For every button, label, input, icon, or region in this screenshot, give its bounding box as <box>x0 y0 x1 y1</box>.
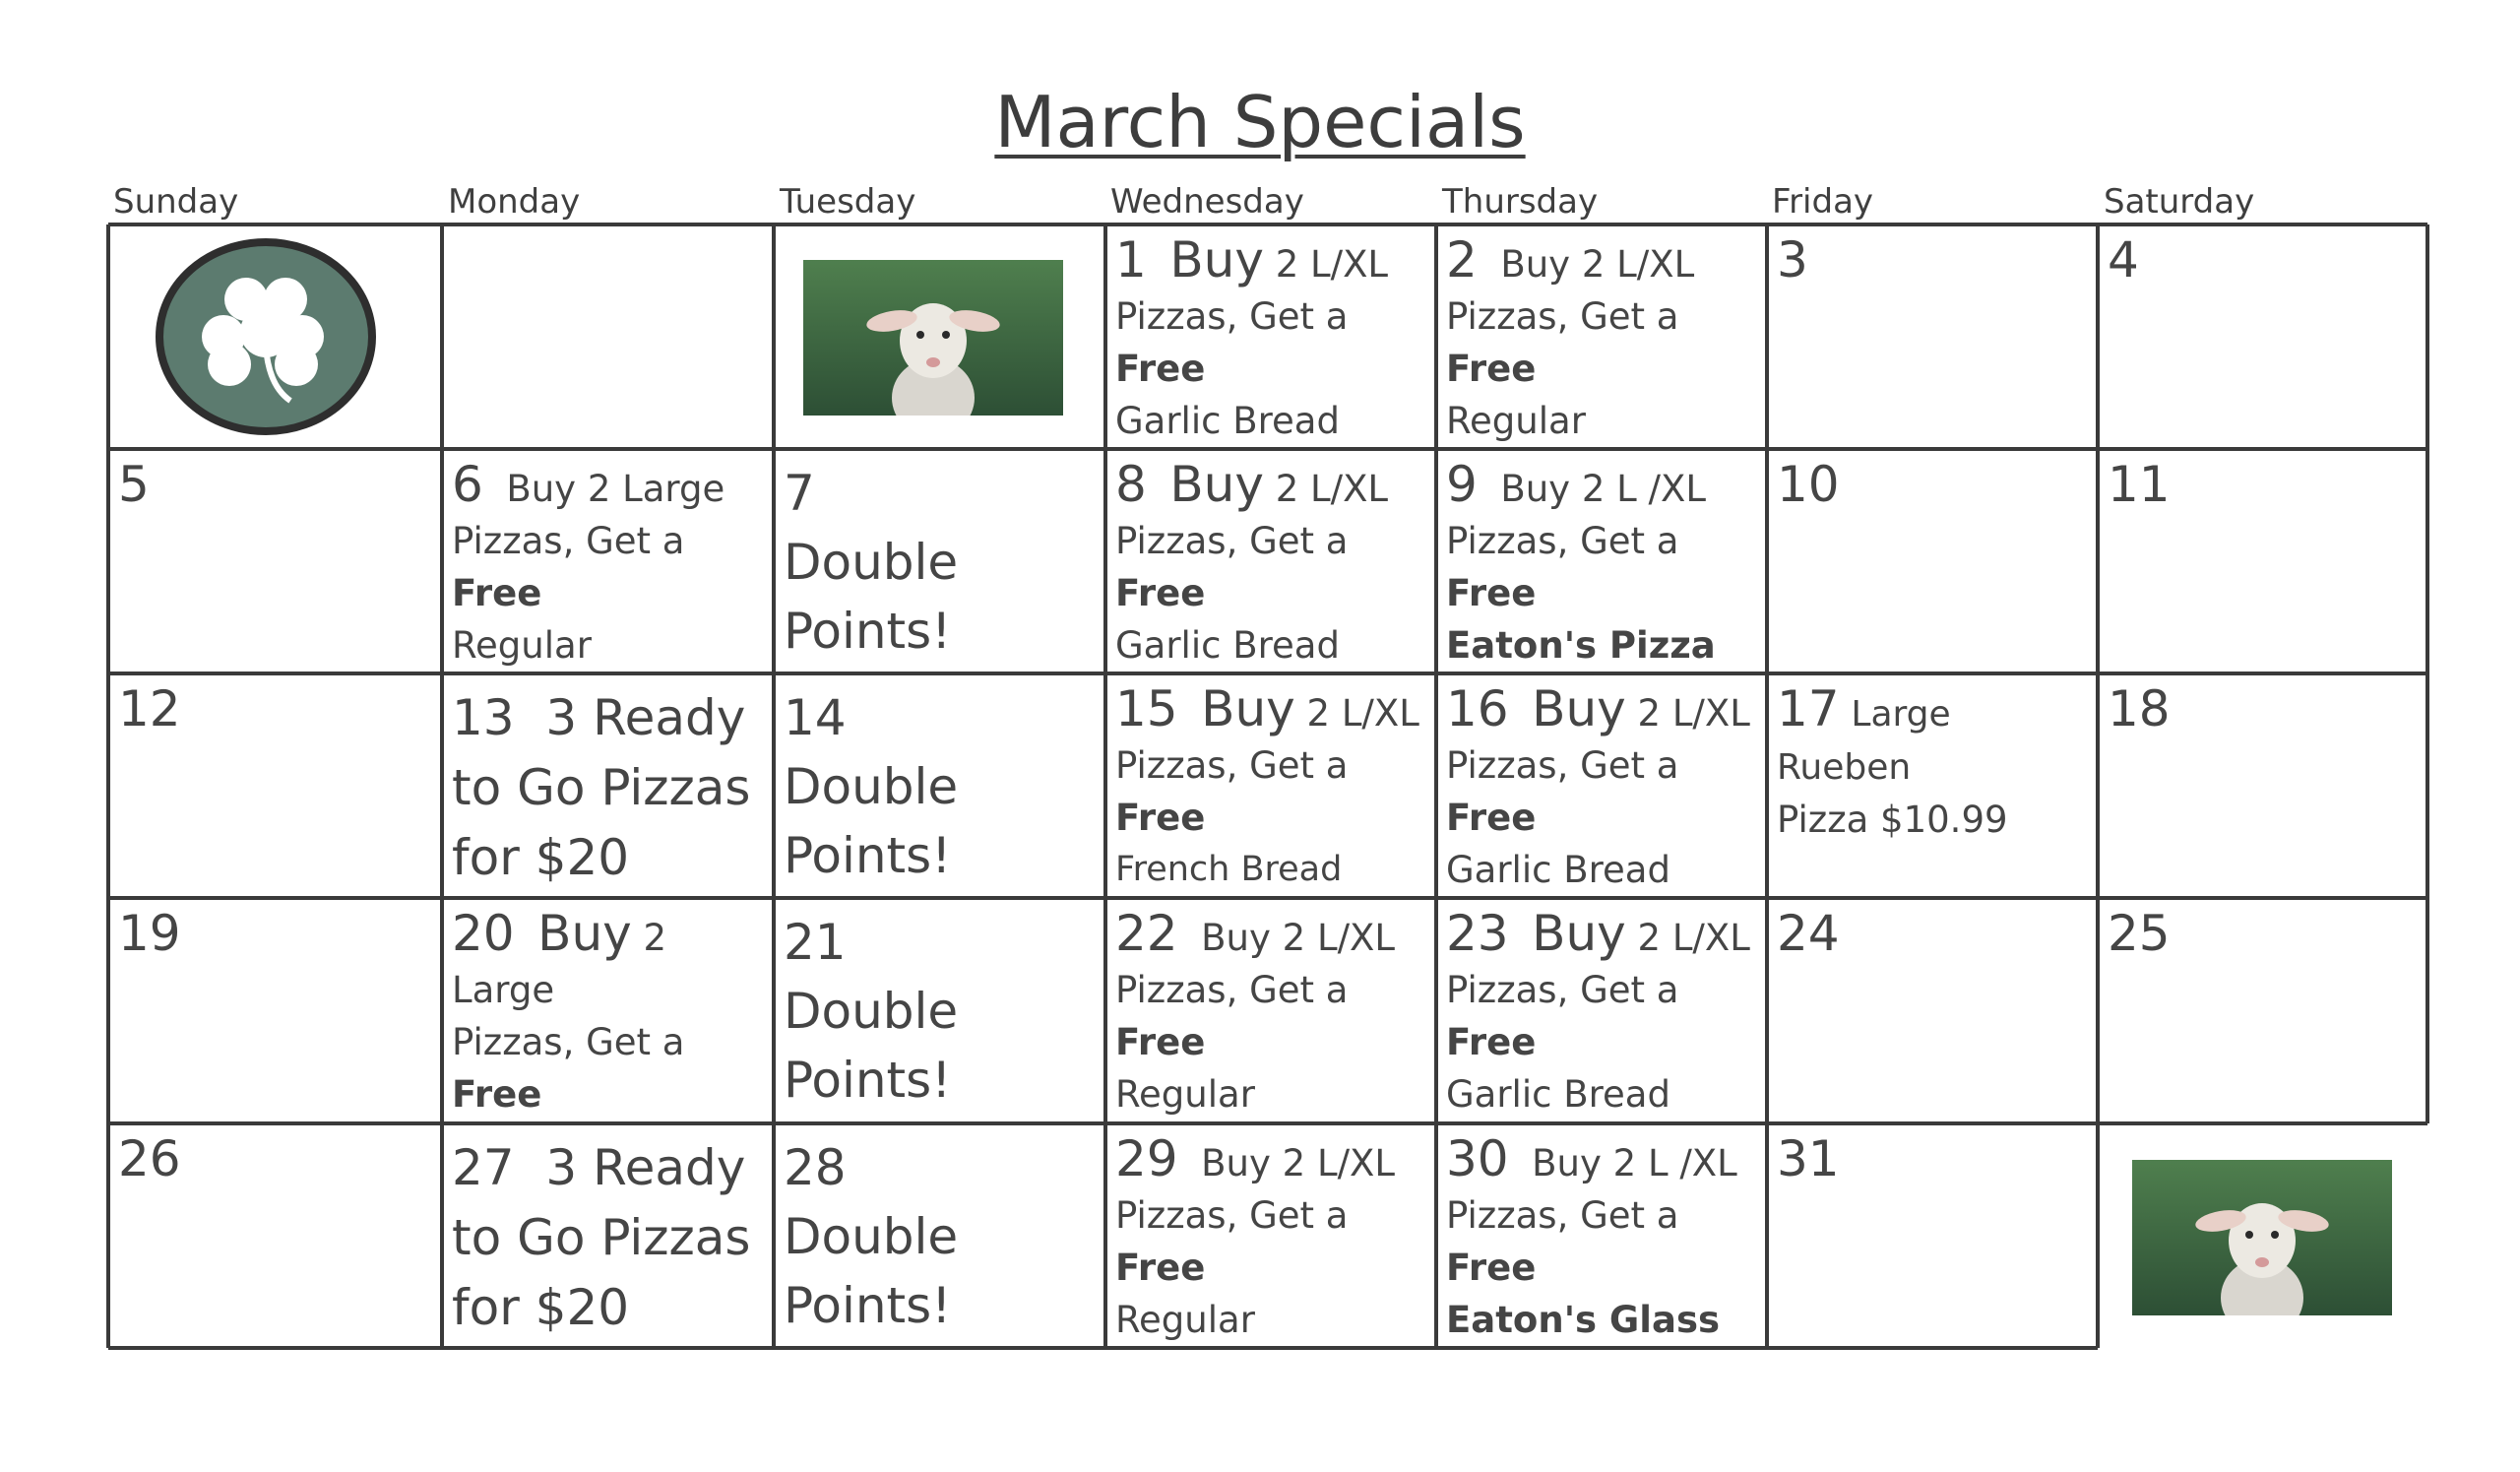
special-free: Free <box>1115 572 1206 614</box>
cell-18 <box>2098 673 2427 898</box>
page-title: March Specials <box>994 81 1526 163</box>
weekday-friday: Friday <box>1772 182 1874 222</box>
special-item: Regular <box>452 624 592 667</box>
cell-21 <box>774 898 1105 1123</box>
special-lead: Buy 2 L/XL <box>1500 243 1695 286</box>
special-text: Pizzas, Get a <box>1446 1194 1679 1237</box>
cell-5 <box>108 449 442 673</box>
special-item: Regular <box>1115 1299 1255 1341</box>
special-item: Eaton's Pizza <box>1446 624 1716 667</box>
special-lead: 3 Ready <box>545 689 746 746</box>
cell-16 <box>1436 673 1767 898</box>
special-item: Garlic Bread <box>1446 849 1670 891</box>
special-text: Pizzas, Get a <box>1446 969 1679 1011</box>
weekday-monday: Monday <box>448 182 581 222</box>
day-number: 5 <box>118 456 150 513</box>
special-double: Double <box>784 534 959 591</box>
special-text: Pizzas, Get a <box>1115 969 1349 1011</box>
day-number: 21 <box>784 914 847 971</box>
special-item: Garlic Bread <box>1446 1073 1670 1116</box>
special-text: Pizzas, Get a <box>1446 520 1679 562</box>
cell-22 <box>1105 898 1436 1123</box>
day-number: 16 <box>1446 680 1509 737</box>
day-number: 31 <box>1777 1130 1840 1187</box>
day-number: 23 <box>1446 905 1509 962</box>
day-number: 19 <box>118 905 181 962</box>
special-points: Points! <box>784 1277 952 1334</box>
cell-7 <box>774 449 1105 673</box>
weekday-saturday: Saturday <box>2104 182 2255 222</box>
special-text: Pizzas, Get a <box>1115 744 1349 787</box>
day-number: 22 <box>1115 905 1178 962</box>
cell-6 <box>442 449 774 673</box>
cell-31 <box>1767 1123 2098 1348</box>
special-double: Double <box>784 1208 959 1265</box>
cell-13 <box>442 673 774 898</box>
cell-26 <box>108 1123 442 1348</box>
special-text: Pizzas, Get a <box>1446 295 1679 338</box>
special-double: Double <box>784 983 959 1040</box>
day-number: 7 <box>784 465 815 522</box>
cell-9 <box>1436 449 1767 673</box>
special-lead: Buy <box>1201 680 1295 737</box>
special-free: Free <box>452 572 542 614</box>
special-lead: Buy <box>1169 231 1264 288</box>
day-number: 6 <box>452 456 483 513</box>
cell-17 <box>1767 673 2098 898</box>
special-text: Pizzas, Get a <box>1446 744 1679 787</box>
special-lead: Buy <box>1532 905 1626 962</box>
special-free: Free <box>1115 797 1206 839</box>
special-lead: Large Rueben <box>1777 694 1951 788</box>
cell-24 <box>1767 898 2098 1123</box>
special-qty: 2 L/XL <box>1306 692 1419 735</box>
special-free: Free <box>1115 1247 1206 1289</box>
weekday-tuesday: Tuesday <box>780 182 916 222</box>
special-price: for $20 <box>452 829 630 886</box>
special-lead: Buy <box>537 905 632 962</box>
day-number: 12 <box>118 680 181 737</box>
special-free: Free <box>1446 572 1537 614</box>
day-number: 2 <box>1446 231 1478 288</box>
special-qty: 2 L/XL <box>1275 243 1389 286</box>
cell-sunday-week1 <box>108 224 442 449</box>
special-item <box>1115 1346 1428 1348</box>
lamb-photo <box>2132 1160 2392 1315</box>
special-free: Free <box>1115 1021 1206 1063</box>
cell-30 <box>1436 1123 1767 1348</box>
special-text: to Go Pizzas <box>452 759 751 816</box>
special-points: Points! <box>784 827 952 884</box>
special-item: Regular <box>1446 400 1586 442</box>
special-qty: 2 L/XL <box>1637 917 1750 959</box>
day-number: 30 <box>1446 1130 1509 1187</box>
day-number: 15 <box>1115 680 1178 737</box>
cell-8 <box>1105 449 1436 673</box>
special-lead: Buy 2 L /XL <box>1500 468 1706 510</box>
day-number: 3 <box>1777 231 1808 288</box>
special-free: Free <box>1446 797 1537 839</box>
cell-tuesday-week1 <box>774 224 1105 449</box>
day-number: 11 <box>2108 456 2171 513</box>
shamrock-icon <box>153 238 379 435</box>
day-number: 25 <box>2108 905 2171 962</box>
special-qty: 2 L/XL <box>1275 468 1389 510</box>
day-number: 20 <box>452 905 515 962</box>
day-number: 8 <box>1115 456 1147 513</box>
special-text: Pizzas, Get a <box>452 520 685 562</box>
special-item: Garlic Bread <box>1115 400 1340 442</box>
day-number: 24 <box>1777 905 1840 962</box>
day-number: 4 <box>2108 231 2139 288</box>
cell-10 <box>1767 449 2098 673</box>
cell-12 <box>108 673 442 898</box>
day-number: 17 <box>1777 680 1840 737</box>
special-lead: Buy <box>1532 680 1626 737</box>
cell-3 <box>1767 224 2098 449</box>
day-number: 9 <box>1446 456 1478 513</box>
cell-29 <box>1105 1123 1436 1348</box>
day-number: 13 <box>452 689 515 746</box>
lamb-photo <box>803 260 1063 416</box>
weekday-thursday: Thursday <box>1442 182 1599 222</box>
special-item: Garlic Bread <box>1115 624 1340 667</box>
special-price: Pizza $10.99 <box>1777 799 2008 841</box>
special-lead: Buy 2 L/XL <box>1201 917 1395 959</box>
cell-28 <box>774 1123 1105 1348</box>
special-points: Points! <box>784 603 952 660</box>
special-free: Free <box>1446 1247 1537 1289</box>
cell-monday-week1 <box>442 224 774 449</box>
day-number: 28 <box>784 1139 847 1196</box>
weekday-sunday: Sunday <box>113 182 239 222</box>
special-free: Free <box>1115 348 1206 390</box>
special-text: Pizzas, Get a <box>452 1021 685 1063</box>
special-lead: Buy 2 Large <box>506 468 725 510</box>
day-number: 26 <box>118 1130 181 1187</box>
special-item: Eaton's Glass <box>1446 1299 1720 1341</box>
special-qty: 2 Large <box>452 917 667 1011</box>
special-lead: Buy <box>1169 456 1264 513</box>
day-number: 27 <box>452 1139 515 1196</box>
cell-15 <box>1105 673 1436 898</box>
day-number: 14 <box>784 689 847 746</box>
special-lead: Buy 2 L/XL <box>1201 1142 1395 1184</box>
special-text: Pizzas, Get a <box>1115 520 1349 562</box>
special-lead: Buy 2 L /XL <box>1532 1142 1737 1184</box>
special-text: to Go Pizzas <box>452 1209 751 1266</box>
cell-20 <box>442 898 774 1123</box>
special-free: Free <box>452 1073 542 1116</box>
special-double: Double <box>784 758 959 815</box>
special-points: Points! <box>784 1052 952 1109</box>
special-text: Pizzas, Get a <box>1115 295 1349 338</box>
cell-27 <box>442 1123 774 1348</box>
special-price: for $20 <box>452 1279 630 1336</box>
cell-23 <box>1436 898 1767 1123</box>
cell-1 <box>1105 224 1436 449</box>
special-item: Regular <box>1115 1073 1255 1116</box>
cell-25 <box>2098 898 2427 1123</box>
day-number: 18 <box>2108 680 2171 737</box>
cell-11 <box>2098 449 2427 673</box>
special-free: Free <box>1446 1021 1537 1063</box>
special-text: Pizzas, Get a <box>1115 1194 1349 1237</box>
day-number: 1 <box>1115 231 1147 288</box>
cell-4 <box>2098 224 2427 449</box>
special-free: Free <box>1446 348 1537 390</box>
day-number: 10 <box>1777 456 1840 513</box>
cell-19 <box>108 898 442 1123</box>
special-lead: 3 Ready <box>545 1139 746 1196</box>
weekday-wednesday: Wednesday <box>1110 182 1304 222</box>
day-number: 29 <box>1115 1130 1178 1187</box>
cell-14 <box>774 673 1105 898</box>
special-item: French Bread <box>1115 850 1343 889</box>
cell-2 <box>1436 224 1767 449</box>
special-qty: 2 L/XL <box>1637 692 1750 735</box>
